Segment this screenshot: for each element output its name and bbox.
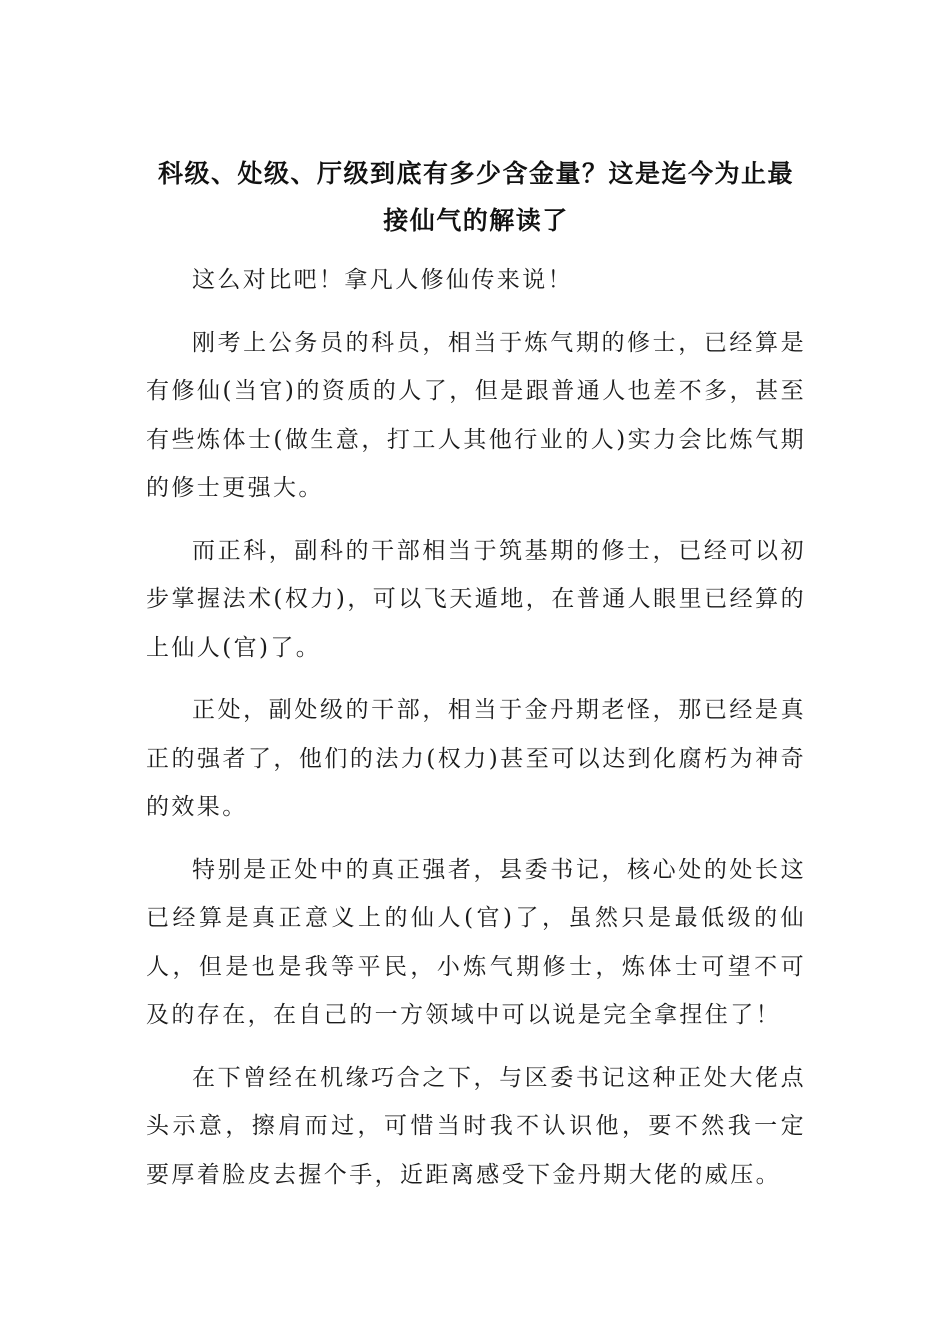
paragraph-encounter: 在下曾经在机缘巧合之下，与区委书记这种正处大佬点头示意，擦肩而过，可惜当时我不认识他，要不然我一定要厚着脸皮去握个手，近距离感受下金丹期大佬的威压。 [146,1064,806,1188]
paragraph-county-secretary: 特别是正处中的真正强者，县委书记，核心处的处长这已经算是真正意义上的仙人(官)了，虽然只是最低级的仙人，但是也是我等平民，小炼气期修士，炼体士可望不可及的存在，在自己的一方领域中可以说是完全拿捏住了！ [146,856,806,1028]
paragraph-section-chief: 而正科，副科的干部相当于筑基期的修士，已经可以初步掌握法术(权力)，可以飞天遁地，在普通人眼里已经算的上仙人(官)了。 [146,537,806,661]
paragraph-clerk: 刚考上公务员的科员，相当于炼气期的修士，已经算是有修仙(当官)的资质的人了，但是跟普通人也差不多，甚至有些炼体士(做生意，打工人其他行业的人)实力会比炼气期的修士更强大。 [146,329,806,501]
paragraph-intro: 这么对比吧！拿凡人修仙传来说！ [192,267,573,293]
document-page [146,150,806,1199]
paragraph-division-chief: 正处，副处级的干部，相当于金丹期老怪，那已经是真正的强者了，他们的法力(权力)甚至可以达到化腐朽为神奇的效果。 [146,697,806,820]
document-title: 科级、处级、厅级到底有多少含金量？这是迄今为止最接仙气的解读了 [157,159,794,235]
